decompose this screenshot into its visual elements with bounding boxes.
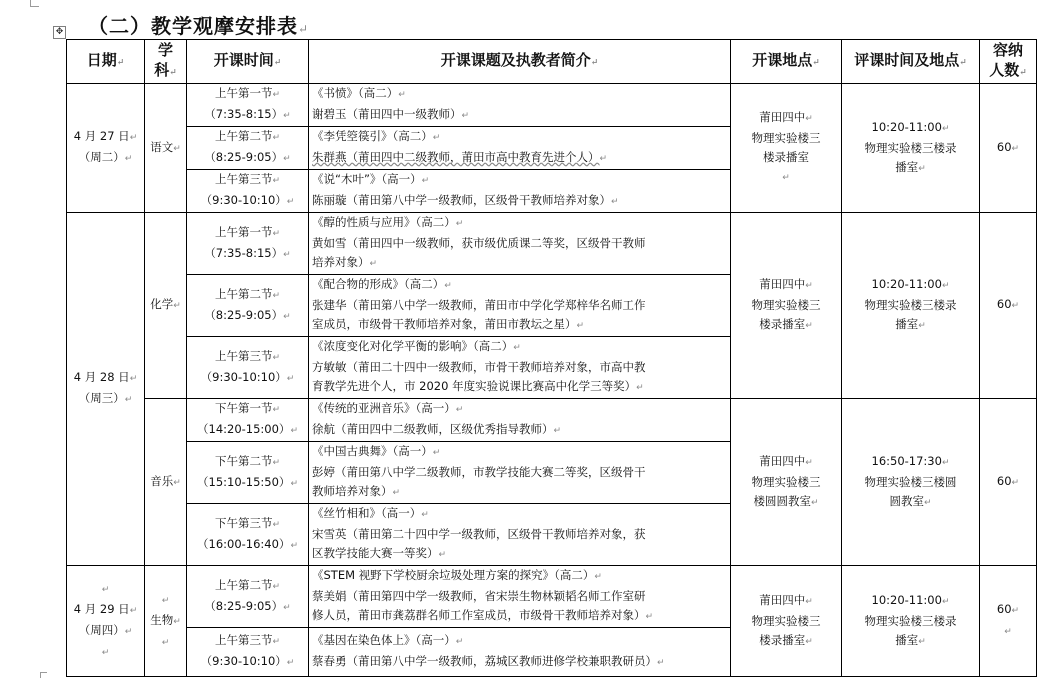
session-time: 上午第二节↵ （8:25-9:05）↵: [187, 127, 309, 170]
subject-cell: 语文↵: [145, 84, 187, 213]
session-topic: 《STEM 视野下学校厨余垃圾处理方案的探究》（高二）↵ 蔡美娟（莆田第四中学一级教师，省宋崇生物林颖韬名师工作室研 修人员，莆田市龚荔群名师工作室成员，市级骨干教师培养对象）↵: [309, 566, 731, 628]
review-cell: 10:20-11:00↵ 物理实验楼三楼录 播室↵: [842, 84, 980, 213]
capacity-cell: 60↵: [980, 84, 1037, 213]
session-topic: 《浓度变化对化学平衡的影响》（高二）↵ 方敏敏（莆田二十四中一级教师，市骨干教师培养对象，市高中教 育教学先进个人，市 2020 年度实验说课比赛高中化学三等奖）↵: [309, 337, 731, 399]
subject-cell: 化学↵: [145, 213, 187, 399]
table-row: [67, 84, 1037, 127]
table-move-handle-icon[interactable]: ✥: [53, 26, 66, 39]
session-time: 上午第一节↵ （7:35-8:15）↵: [187, 84, 309, 127]
session-time: 上午第三节↵ （9:30-10:10）↵: [187, 170, 309, 213]
page-corner-mark-bottom: [40, 672, 47, 678]
table-row: [67, 213, 1037, 275]
page-title: （二）教学观摩安排表↵: [88, 14, 310, 38]
header-time: 开课时间↵: [187, 40, 309, 84]
session-time: 下午第二节↵ （15:10-15:50）↵: [187, 442, 309, 504]
subject-cell: ↵ 生物↵ ↵: [145, 566, 187, 677]
session-topic: 《醇的性质与应用》（高二）↵ 黄如雪（莆田四中一级教师，获市级优质课二等奖，区级骨干教师 培养对象）↵: [309, 213, 731, 275]
date-cell: ↵ 4 月 29 日↵ （周四）↵ ↵: [67, 566, 145, 677]
page-corner-mark: [30, 0, 39, 7]
venue-cell: 莆田四中↵ 物理实验楼三 楼圆圆教室↵: [731, 399, 842, 566]
session-topic: 《书愤》（高二）↵ 谢碧玉（莆田四中一级教师）↵: [309, 84, 731, 127]
header-subject: 学 科↵: [145, 40, 187, 84]
schedule-table: [66, 39, 1037, 677]
venue-cell: 莆田四中↵ 物理实验楼三 楼录播室↵: [731, 566, 842, 677]
table-row: [67, 399, 1037, 442]
session-topic: 《中国古典舞》（高一）↵ 彭婷（莆田第八中学二级教师，市教学技能大赛二等奖，区级骨干 教师培养对象）↵: [309, 442, 731, 504]
header-row: [67, 40, 1037, 84]
review-cell: 10:20-11:00↵ 物理实验楼三楼录 播室↵: [842, 566, 980, 677]
capacity-cell: 60↵: [980, 213, 1037, 399]
subject-cell: 音乐↵: [145, 399, 187, 566]
session-time: 下午第一节↵ （14:20-15:00）↵: [187, 399, 309, 442]
capacity-cell: 60↵: [980, 399, 1037, 566]
session-time: 上午第一节↵ （7:35-8:15）↵: [187, 213, 309, 275]
date-cell: 4 月 28 日↵ （周三）↵: [67, 213, 145, 566]
venue-cell: 莆田四中↵ 物理实验楼三 楼录播室 ↵: [731, 84, 842, 213]
review-cell: 10:20-11:00↵ 物理实验楼三楼录 播室↵: [842, 213, 980, 399]
session-time: 上午第二节↵ （8:25-9:05）↵: [187, 566, 309, 628]
table-row: [67, 566, 1037, 628]
header-capacity: 容纳 人数↵: [980, 40, 1037, 84]
session-topic: 《传统的亚洲音乐》（高一）↵ 徐航（莆田四中二级教师，区级优秀指导教师）↵: [309, 399, 731, 442]
header-venue: 开课地点↵: [731, 40, 842, 84]
capacity-cell: 60↵ ↵: [980, 566, 1037, 677]
session-time: 上午第三节↵ （9:30-10:10）↵: [187, 628, 309, 677]
session-time: 下午第三节↵ （16:00-16:40）↵: [187, 504, 309, 566]
review-cell: 16:50-17:30↵ 物理实验楼三楼圆 圆教室↵: [842, 399, 980, 566]
session-topic: 《李凭箜篌引》（高二）↵ 朱群燕（莆田四中二级教师，莆田市高中教育先进个人）↵: [309, 127, 731, 170]
session-topic: 《基因在染色体上》（高一）↵ 蔡春勇（莆田第八中学一级教师，荔城区教师进修学校兼职教研员）↵: [309, 628, 731, 677]
session-topic: 《丝竹相和》（高一）↵ 宋雪英（莆田第二十四中学一级教师，区级骨干教师培养对象，获 区教学技能大赛一等奖）↵: [309, 504, 731, 566]
session-topic: 《配合物的形成》（高二）↵ 张建华（莆田第八中学一级教师，莆田市中学化学郑梓华名师工作 室成员，市级骨干教师培养对象，莆田市教坛之星）↵: [309, 275, 731, 337]
session-time: 上午第二节↵ （8:25-9:05）↵: [187, 275, 309, 337]
session-time: 上午第三节↵ （9:30-10:10）↵: [187, 337, 309, 399]
venue-cell: 莆田四中↵ 物理实验楼三 楼录播室↵: [731, 213, 842, 399]
header-topic: 开课课题及执教者简介↵: [309, 40, 731, 84]
date-cell: 4 月 27 日↵ （周二）↵: [67, 84, 145, 213]
header-date: 日期↵: [67, 40, 145, 84]
header-review: 评课时间及地点↵: [842, 40, 980, 84]
session-topic: 《说“木叶”》（高一）↵ 陈丽璇（莆田第八中学一级教师，区级骨干教师培养对象）↵: [309, 170, 731, 213]
